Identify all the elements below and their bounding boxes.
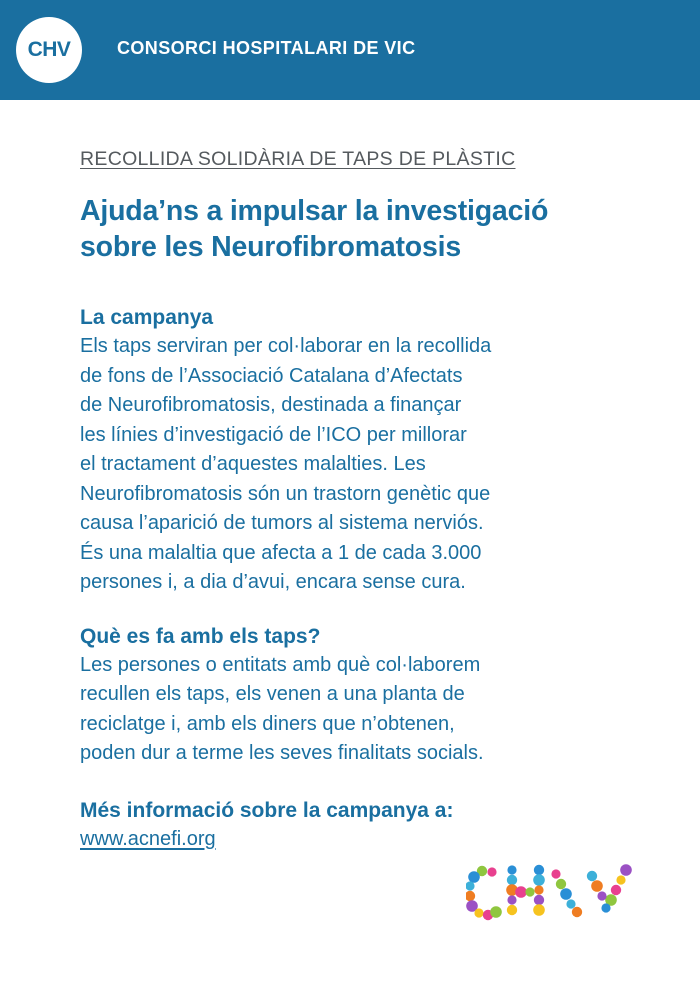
body-line: causa l’aparició de tumors al sistema nerviós. — [80, 512, 484, 534]
header-banner — [0, 0, 700, 100]
chv-dots-logo-icon — [466, 862, 638, 924]
section-body — [80, 651, 660, 769]
logo-dot — [534, 885, 543, 894]
headline-line: Ajuda’ns a impulsar la investigació — [80, 195, 549, 227]
logo-dot — [466, 891, 475, 901]
logo-dot — [587, 871, 597, 881]
body-line: les línies d’investigació de l’ICO per millorar — [80, 423, 467, 446]
body-line: persones i, a dia d’avui, encara sense cura. — [80, 571, 466, 593]
logo-dot — [466, 881, 475, 890]
campaign-kicker: RECOLLIDA SOLIDÀRIA DE TAPS DE PLÀSTIC — [80, 148, 516, 170]
logo-dot — [490, 906, 502, 918]
section-campaign — [80, 303, 660, 598]
logo-dot — [533, 874, 545, 886]
section-title: Més informació sobre la campanya a: — [80, 798, 454, 822]
logo-dot — [591, 880, 603, 892]
body-line: reciclatge i, amb els diners que n’obtenen, — [80, 712, 455, 735]
logo-dot — [474, 908, 483, 917]
chv-logo-icon — [16, 17, 82, 83]
logo-dot — [551, 869, 560, 878]
section-title: Què es fa amb els taps? — [80, 624, 321, 648]
logo-dot — [572, 907, 582, 917]
logo-dot — [507, 905, 517, 915]
body-line: Neurofibromatosis són un trastorn genètic que — [80, 482, 491, 505]
section-body — [80, 332, 660, 598]
logo-dot — [507, 895, 516, 904]
organization-name: CONSORCI HOSPITALARI DE VIC — [117, 38, 416, 58]
headline — [80, 193, 660, 265]
logo-dot — [525, 887, 534, 896]
campaign-website-link[interactable]: www.acnefi.org — [80, 827, 216, 850]
logo-dot — [601, 903, 610, 912]
body-line: poden dur a terme les seves finalitats socials. — [80, 742, 484, 764]
section-title: La campanya — [80, 306, 214, 329]
body-line: Les persones o entitats amb què col·laborem — [80, 653, 481, 676]
logo-dot — [560, 888, 572, 900]
section-what-happens — [80, 622, 660, 769]
logo-dot — [611, 885, 621, 895]
body-line: recullen els taps, els venen a una planta de — [80, 683, 465, 705]
body-line: de fons de l’Associació Catalana d’Afectats — [80, 364, 463, 387]
logo-dot — [597, 891, 606, 900]
logo-dot — [566, 899, 575, 908]
headline-line: sobre les Neurofibromatosis — [80, 231, 462, 263]
logo-dot — [616, 875, 625, 884]
body-line: És una malaltia que afecta a 1 de cada 3.000 — [80, 541, 482, 564]
body-line: de Neurofibromatosis, destinada a finançar — [80, 394, 462, 416]
logo-dot — [620, 864, 632, 876]
main-content — [80, 148, 660, 854]
body-line: Els taps serviran per col·laborar en la recollida — [80, 335, 492, 357]
logo-dot — [507, 865, 516, 874]
logo-dot — [533, 904, 545, 916]
logo-dot — [556, 879, 566, 889]
section-more-info — [80, 796, 660, 854]
logo-dot — [468, 871, 480, 883]
logo-dot — [515, 886, 527, 898]
logo-dot — [534, 895, 544, 905]
body-line: el tractament d’aquestes malalties. Les — [80, 453, 426, 475]
logo-dot — [487, 867, 496, 876]
logo-dot — [507, 875, 517, 885]
logo-text: CHV — [27, 38, 71, 61]
logo-dot — [534, 865, 544, 875]
